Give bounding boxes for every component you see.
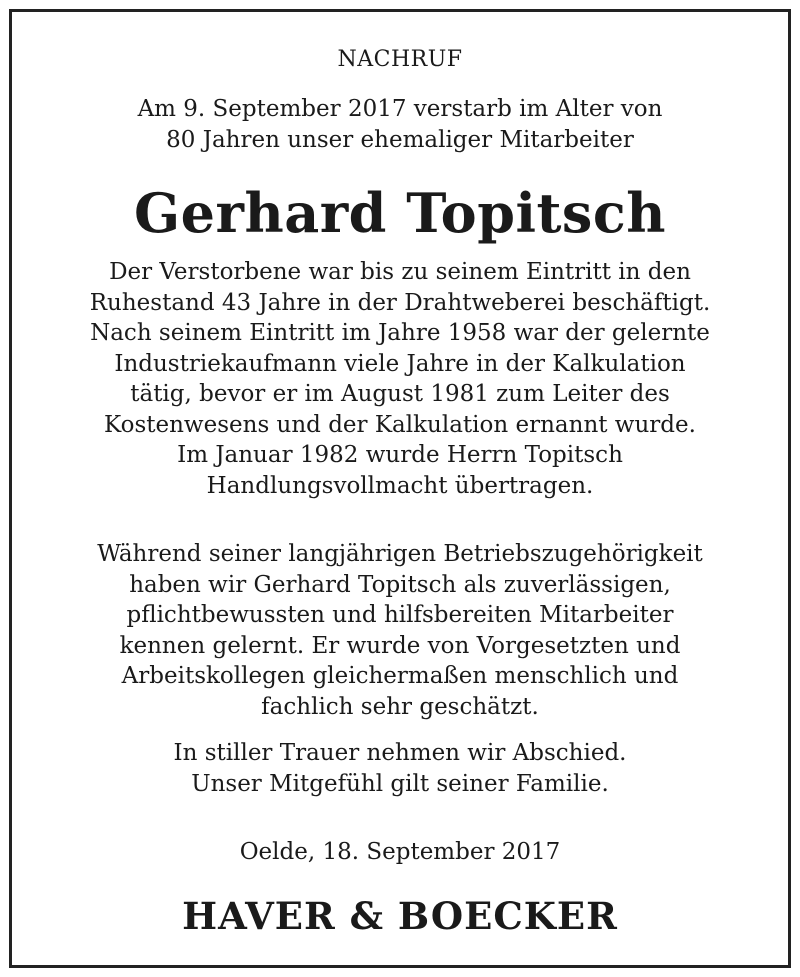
paragraph-line: haben wir Gerhard Topitsch als zuverlässigen, — [129, 571, 671, 598]
paragraph-line: kennen gelernt. Er wurde von Vorgesetzten und — [119, 632, 681, 659]
career-paragraph — [9, 257, 791, 501]
paragraph-line: Ruhestand 43 Jahre in der Drahtweberei beschäftigt. — [89, 289, 711, 316]
paragraph-line: Nach seinem Eintritt im Jahre 1958 war der gelernte — [90, 320, 710, 346]
intro-line: Am 9. September 2017 verstarb im Alter von — [137, 96, 663, 122]
paragraph-line: pflichtbewussten und hilfsbereiten Mitarbeiter — [126, 602, 674, 628]
paragraph-line: fachlich sehr geschätzt. — [261, 693, 539, 720]
paragraph-line: Arbeitskollegen gleichermaßen menschlich und — [121, 663, 679, 689]
deceased-name: Gerhard Topitsch — [134, 181, 666, 245]
place-date: Oelde, 18. September 2017 — [239, 839, 561, 865]
notice-heading: NACHRUF — [337, 47, 463, 72]
paragraph-line: Der Verstorbene war bis zu seinem Eintritt in den — [109, 259, 691, 285]
paragraph-line: Kostenwesens und der Kalkulation ernannt wurde. — [104, 411, 696, 438]
intro-text — [9, 94, 791, 156]
paragraph-line: Unser Mitgefühl gilt seiner Familie. — [191, 770, 609, 797]
tribute-paragraph — [9, 539, 791, 722]
paragraph-line: Im Januar 1982 wurde Herrn Topitsch — [177, 442, 623, 468]
paragraph-line: Industriekaufmann viele Jahre in der Kalkulation — [114, 350, 686, 377]
farewell-paragraph — [9, 738, 791, 799]
paragraph-line: Während seiner langjährigen Betriebszugehörigkeit — [97, 541, 703, 567]
paragraph-line: Handlungsvollmacht übertragen. — [206, 472, 594, 499]
company-name: HAVER & BOECKER — [182, 894, 618, 938]
paragraph-line: tätig, bevor er im August 1981 zum Leiter des — [130, 381, 670, 407]
paragraph-line: In stiller Trauer nehmen wir Abschied. — [173, 740, 627, 766]
intro-line: 80 Jahren unser ehemaliger Mitarbeiter — [166, 127, 634, 153]
